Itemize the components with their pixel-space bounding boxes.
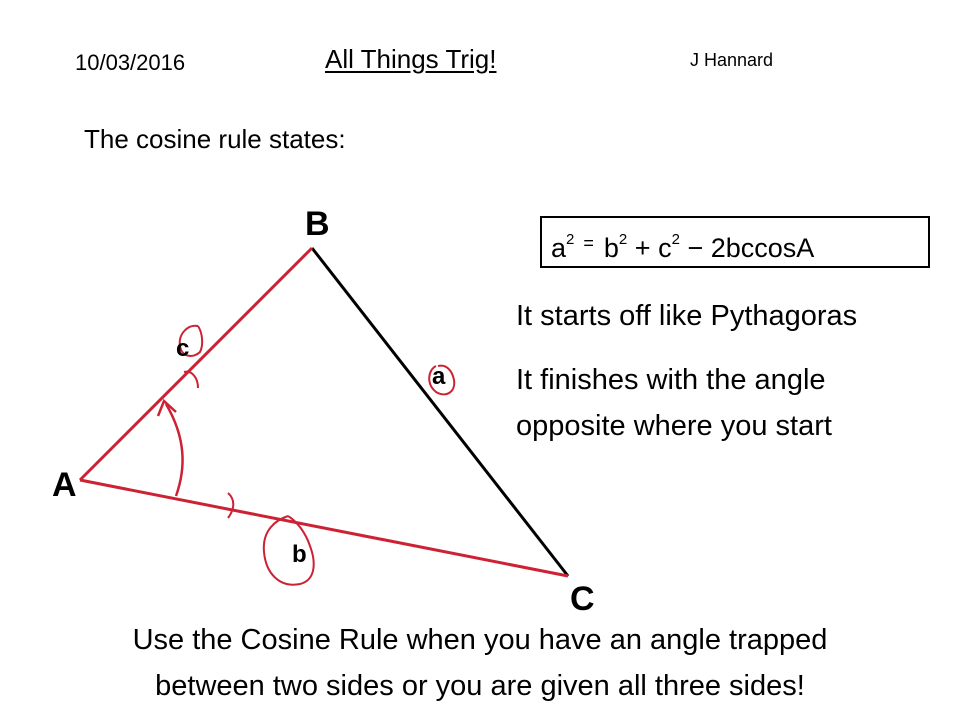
side-b-label: b (292, 541, 307, 568)
formula-b: b (603, 233, 619, 263)
formula-minus-term: − 2bccosA (687, 233, 815, 263)
vertex-b-label: B (305, 205, 330, 243)
page-title: All Things Trig! (325, 44, 497, 74)
author-name: J Hannard (690, 50, 774, 70)
side-b-line (80, 480, 568, 576)
angle-a-arc (166, 404, 183, 496)
formula-plus: + (634, 233, 651, 263)
note-line-2: It finishes with the angle (516, 364, 826, 396)
side-a-line (312, 248, 568, 576)
vertex-a-label: A (52, 466, 77, 504)
vertex-c-label: C (570, 580, 595, 618)
side-c-line (80, 248, 312, 480)
note-line-1: It starts off like Pythagoras (516, 300, 858, 332)
formula-equals: = (583, 233, 594, 253)
date-text: 10/03/2016 (75, 50, 186, 75)
formula-a-exponent: 2 (566, 231, 575, 248)
side-c-label: c (176, 335, 190, 362)
side-b-tick-mark (228, 493, 233, 518)
side-a-label: a (432, 363, 446, 390)
usage-line-2: between two sides or you are given all three sides! (155, 670, 805, 702)
formula-c-exponent: 2 (671, 231, 680, 248)
formula-c: c (658, 233, 672, 263)
note-line-3: opposite where you start (516, 410, 832, 442)
usage-line-1: Use the Cosine Rule when you have an angle trapped (132, 624, 828, 656)
intro-text: The cosine rule states: (84, 124, 346, 154)
formula-b-exponent: 2 (618, 231, 628, 248)
angle-a-arrow-icon (158, 401, 176, 416)
formula-a: a (551, 233, 567, 263)
